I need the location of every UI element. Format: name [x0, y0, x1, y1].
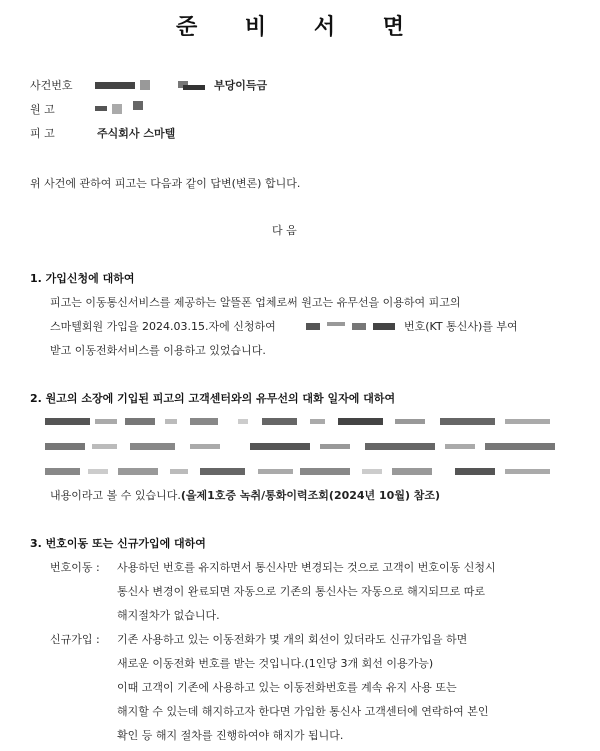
new-signup-line-3: 이때 고객이 기존에 사용하고 있는 이동전화번호를 계속 유지 사용 또는: [117, 681, 457, 694]
new-signup-label: 신규가입 :: [50, 633, 100, 646]
intro-sentence: 위 사건에 관하여 피고는 다음과 같이 답변(변론) 합니다.: [30, 177, 301, 190]
section-2-conclusion-plain: 내용이라고 볼 수 있습니다.: [50, 489, 181, 502]
section-1-line-3: 받고 이동전화서비스를 이용하고 있었습니다.: [50, 344, 266, 357]
section-3-heading: 3. 번호이동 또는 신규가입에 대하여: [30, 537, 206, 550]
port-line-3: 해지절차가 없습니다.: [117, 609, 220, 622]
new-signup-line-1: 기존 사용하고 있는 이동전화가 몇 개의 회선이 있더라도 신규가입을 하면: [117, 633, 468, 646]
da-eum-heading: 다 음: [272, 224, 297, 237]
document-title: 준 비 서 면: [176, 15, 424, 40]
defendant-label: 피 고: [30, 127, 55, 140]
new-signup-line-4: 해지할 수 있는데 해지하고자 한다면 가입한 통신사 고객센터에 연락하여 본인: [117, 705, 489, 718]
case-suffix: 부당이득금: [214, 79, 268, 92]
port-label: 번호이동 :: [50, 561, 100, 574]
section-1-line-2b: 번호(KT 통신사)를 부여: [404, 320, 518, 333]
defendant-name: 주식회사 스마텔: [97, 127, 176, 140]
section-1-line-1: 피고는 이동통신서비스를 제공하는 알뜰폰 업체로써 원고는 유무선을 이용하여 피고의: [50, 296, 461, 309]
new-signup-line-2: 새로운 이동전화 번호를 받는 것입니다.(1인당 3개 회선 이용가능): [117, 657, 434, 670]
plaintiff-label: 원 고: [30, 103, 55, 116]
section-2-conclusion: [50, 489, 440, 503]
section-2-heading: 2. 원고의 소장에 기입된 피고의 고객센터와의 유무선의 대화 일자에 대하여: [30, 392, 396, 405]
port-line-1: 사용하던 번호를 유지하면서 통신사만 변경되는 것으로 고객이 번호이동 신청시: [117, 561, 496, 574]
new-signup-line-5: 확인 등 해지 절차를 진행하여야 해지가 됩니다.: [117, 729, 344, 742]
port-line-2: 통신사 변경이 완료되면 자동으로 기존의 통신사는 자동으로 해지되므로 따로: [117, 585, 486, 598]
section-1-line-2a: 스마텔회원 가입을 2024.03.15.자에 신청하여: [50, 320, 276, 333]
case-number-label: 사건번호: [30, 79, 73, 92]
evidence-reference: (을제1호증 녹취/통화이력조회(2024년 10월) 참조): [180, 489, 441, 502]
section-1-heading: 1. 가입신청에 대하여: [30, 272, 135, 285]
